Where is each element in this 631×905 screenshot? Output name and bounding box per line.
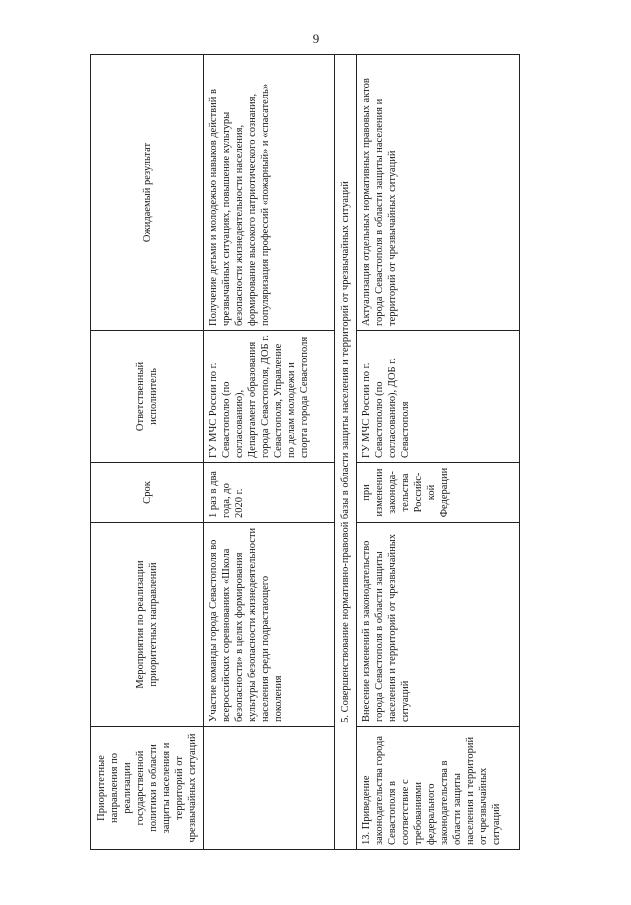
- rotated-table-frame: [90, 55, 520, 850]
- cell-measure: Участие команды города Севастополя во всероссийских соревнованиях «Школа безопасности» в целях формирования культуры безопасности жизнедеятельности населения среди подрастающего поколения: [204, 523, 335, 727]
- page-number: 9: [312, 31, 320, 46]
- header-measure: Мероприятия по реализации приоритетных направлений: [91, 523, 204, 727]
- table-row: [356, 55, 519, 850]
- section-row: [335, 55, 356, 850]
- measures-table: [90, 54, 520, 850]
- cell-term: при изменении законода-тельства Российс-кой Федерации: [356, 463, 519, 523]
- table-row: [204, 55, 335, 850]
- section-title: 5. Совершенствование нормативно-правовой базы в области защиты населения и территорий от чрезвычайных ситуаций: [335, 55, 356, 850]
- cell-executor: ГУ МЧС России по г. Севастополю (по согласованию), Департамент образования города Севастополя, ДОБ г. Севастополя, Управление по делам молодежи и спорта города Севастополя: [204, 331, 335, 463]
- header-executor: Ответственный исполнитель: [91, 331, 204, 463]
- cell-measure: Внесение изменений в законодательство города Севастополя в области защиты населения и территорий от чрезвычайных ситуаций: [356, 523, 519, 727]
- table-header-row: [91, 55, 204, 850]
- cell-term: 1 раз в два года, до 2020 г.: [204, 463, 335, 523]
- header-result: Ожидаемый результат: [91, 55, 204, 331]
- cell-result: Получение детьми и молодежью навыков действий в чрезвычайных ситуациях, повышение культуры безопасности жизнедеятельности населения, формирование высокого патриотического сознания, популяризация профессий «пожарный» и «спасатель»: [204, 55, 335, 331]
- cell-direction: 13. Приведение законодательства города Севастополя в соответствие с требованиями федерального законодательства в области защиты населения и территорий от чрезвычайных ситуаций: [356, 727, 519, 850]
- cell-result: Актуализация отдельных нормативных правовых актов города Севастополя в области защиты населения и территорий от чрезвычайных ситуаций: [356, 55, 519, 331]
- header-term: Срок: [91, 463, 204, 523]
- header-direction: Приоритетные направления по реализации государственной политики в области защиты населения и территорий от чрезвычайных ситуаций: [91, 727, 204, 850]
- cell-executor: ГУ МЧС России по г. Севастополю (по согласованию), ДОБ г. Севастополя: [356, 331, 519, 463]
- cell-direction: [204, 727, 335, 850]
